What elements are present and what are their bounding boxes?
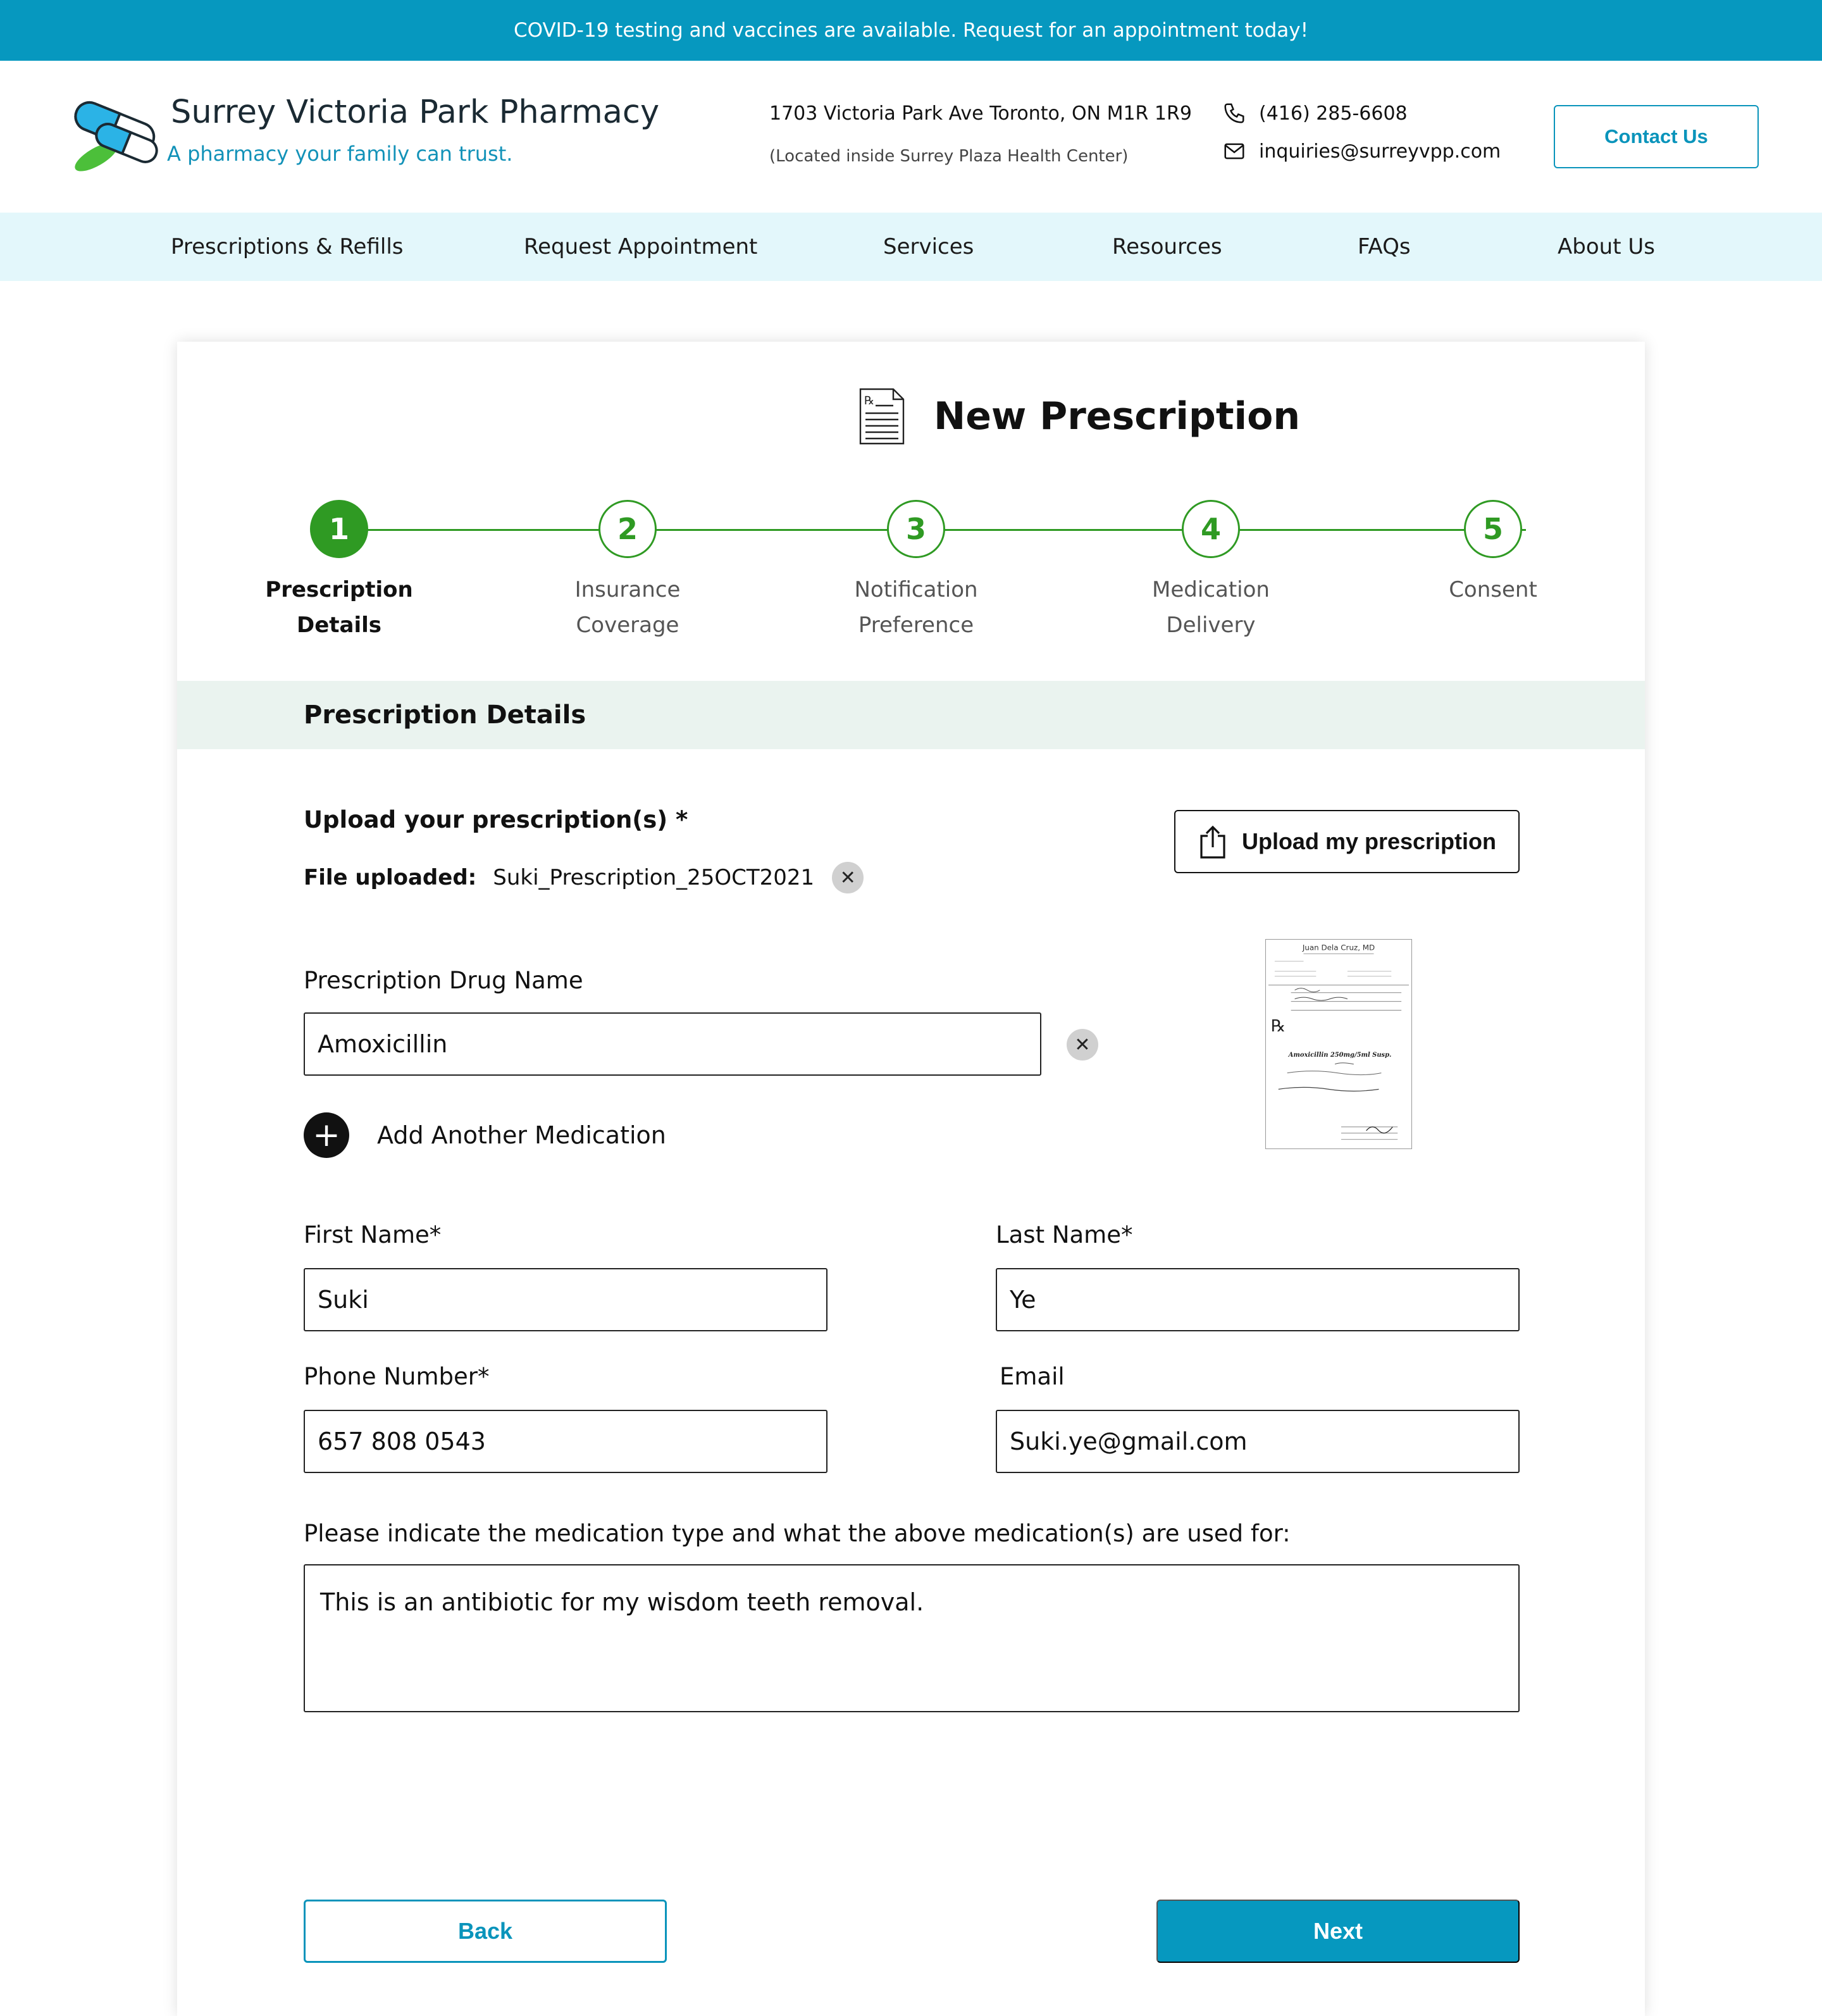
first-name-label: First Name*: [304, 1221, 442, 1248]
email-label: Email: [1000, 1363, 1065, 1390]
prescription-image-thumbnail[interactable]: [1265, 939, 1412, 1149]
step-number: 4: [1182, 500, 1240, 558]
prescription-form-card: [177, 342, 1645, 2016]
step-number: 3: [887, 500, 945, 558]
section-header: Prescription Details: [177, 681, 1645, 749]
step-consent[interactable]: [1379, 500, 1607, 607]
address-line: 1703 Victoria Park Ave Toronto, ON M1R 1R9: [769, 103, 1192, 125]
brand-name[interactable]: Surrey Victoria Park Pharmacy: [171, 94, 660, 131]
usage-textarea[interactable]: This is an antibiotic for my wisdom teeth removal.: [304, 1564, 1520, 1712]
last-name-label: Last Name*: [996, 1221, 1133, 1248]
form-title: [858, 385, 1300, 448]
brand-tagline: A pharmacy your family can trust.: [167, 142, 513, 166]
covid-banner[interactable]: [0, 0, 1822, 61]
uploaded-file-row: [304, 862, 864, 893]
rx-doctor-name: Juan Dela Cruz, MD: [1302, 943, 1375, 952]
step-label: Insurance Coverage: [574, 577, 681, 638]
step-number: 2: [598, 500, 657, 558]
step-prescription-details[interactable]: [225, 500, 453, 643]
back-button[interactable]: Back: [304, 1900, 667, 1963]
phone-contact[interactable]: [1222, 101, 1408, 125]
nav-item-faqs[interactable]: FAQs: [1358, 234, 1411, 259]
rx-med-line: Amoxicillin 250mg/5ml Susp.: [1288, 1051, 1392, 1059]
drug-name-label: Prescription Drug Name: [304, 967, 583, 994]
prescription-document-icon: [858, 388, 906, 445]
step-medication-delivery[interactable]: [1097, 500, 1325, 643]
page-title: New Prescription: [934, 394, 1301, 439]
step-number: 5: [1464, 500, 1522, 558]
svg-text:℞: ℞: [864, 394, 875, 408]
add-medication-button[interactable]: [304, 1112, 666, 1158]
usage-label: Please indicate the medication type and what the above medication(s) are used for:: [304, 1520, 1291, 1547]
step-label: Medication Delivery: [1152, 577, 1270, 638]
email-text: inquiries@surreyvpp.com: [1259, 140, 1501, 163]
rx-symbol: ℞: [1270, 1017, 1286, 1036]
remove-drug-icon[interactable]: ✕: [1067, 1029, 1098, 1061]
pill-logo-icon[interactable]: [63, 99, 164, 175]
file-uploaded-label: File uploaded:: [304, 865, 477, 890]
drug-name-input[interactable]: Amoxicillin: [304, 1012, 1041, 1076]
site-header: [0, 61, 1822, 213]
contact-us-button[interactable]: Contact Us: [1554, 105, 1759, 168]
progress-stepper: [177, 500, 1645, 664]
nav-item-resources[interactable]: Resources: [1112, 234, 1222, 259]
add-medication-label: Add Another Medication: [377, 1121, 666, 1149]
step-label: Prescription Details: [265, 577, 413, 638]
next-button[interactable]: Next: [1156, 1900, 1520, 1963]
upload-button-label: Upload my prescription: [1241, 828, 1497, 854]
phone-input[interactable]: 657 808 0543: [304, 1410, 827, 1473]
step-notification-preference[interactable]: [802, 500, 1030, 643]
main-nav: [0, 213, 1822, 281]
step-label: Notification Preference: [854, 577, 978, 638]
address-note: (Located inside Surrey Plaza Health Center): [769, 147, 1129, 166]
email-contact[interactable]: [1222, 139, 1501, 163]
upload-prescription-button[interactable]: [1174, 810, 1520, 873]
phone-label: Phone Number*: [304, 1363, 490, 1390]
nav-item-about-us[interactable]: About Us: [1558, 234, 1655, 259]
upload-icon: [1198, 824, 1228, 859]
upload-label: Upload your prescription(s) *: [304, 806, 688, 833]
phone-text: (416) 285-6608: [1259, 102, 1408, 125]
first-name-input[interactable]: Suki: [304, 1268, 827, 1331]
email-input[interactable]: Suki.ye@gmail.com: [996, 1410, 1520, 1473]
uploaded-file-name: Suki_Prescription_25OCT2021: [493, 865, 815, 890]
phone-icon: [1222, 101, 1246, 125]
step-label: Consent: [1449, 577, 1537, 602]
mail-icon: [1222, 139, 1246, 163]
remove-file-icon[interactable]: ✕: [832, 862, 864, 893]
plus-icon: +: [304, 1112, 349, 1158]
nav-item-prescriptions[interactable]: Prescriptions & Refills: [171, 234, 404, 259]
covid-banner-text: COVID-19 testing and vaccines are available. Request for an appointment today!: [513, 19, 1309, 42]
nav-item-request-appointment[interactable]: Request Appointment: [524, 234, 758, 259]
step-number: 1: [310, 500, 368, 558]
nav-item-services[interactable]: Services: [883, 234, 974, 259]
step-insurance-coverage[interactable]: [514, 500, 741, 643]
last-name-input[interactable]: Ye: [996, 1268, 1520, 1331]
